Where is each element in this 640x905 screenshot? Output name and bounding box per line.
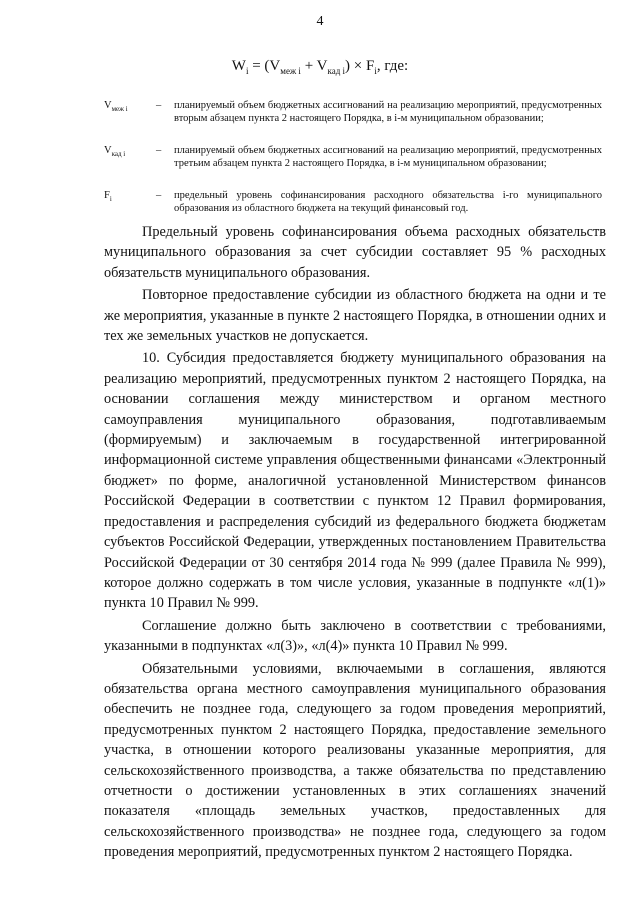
paragraph: Обязательными условиями, включаемыми в соглашения, являются обязательства органа местного самоуправления муниципального образования обеспечить не позднее года, следующего за годом проведения мероприятий, предусмотренных пунктом 2 настоящего Порядка, предоставление земельного участка, в отношении которого реализованы указанные мероприятия, для сельскохозяйственного производства, а также обязательства по представлению отчетности о достижении установленных в этих соглашениях значений показателя «площадь земельных участков, предоставленных для сельскохозяйственного производства» не позднее года, следующего за годом проведения мероприятий, предусмотренных пунктом 2 настоящего Порядка.: [104, 660, 606, 861]
definition-symbol-letter: V: [104, 145, 112, 156]
definition-dash: –: [156, 100, 162, 111]
paragraph: Повторное предоставление субсидии из областного бюджета на одни и те же мероприятия, указанные в пункте 2 настоящего Порядка, в отношении одних и тех же земельных участков не допускается.: [104, 287, 606, 345]
definition-text: предельный уровень софинансирования расходного обязательства i-го муниципального образования из областного бюджета на текущий финансовый год.: [174, 190, 602, 214]
definition-symbol: [104, 190, 152, 206]
paragraph: Предельный уровень софинансирования объема расходных обязательств муниципального образования за счет субсидии составляет 95 % расходных обязательств муниципального образования.: [104, 224, 606, 281]
paragraph: 10. Субсидия предоставляется бюджету муниципального образования на реализацию мероприятий, предусмотренных пунктом 2 настоящего Порядка, на основании соглашения между министерством и органом местного самоуправления муниципального образования, подготавливаемым (формируемым) и заключаемым в государственной интегрированной информационной системе управления общественными финансами «Электронный бюджет» по форме, аналогичной установленной Министерством финансов Российской Федерации в соответствии с пунктом 12 Правил формирования, предоставления и распределения субсидий из федерального бюджета бюджетам субъектов Российской Федерации, утвержденных постановлением Правительства Российской Федерации от 30 сентября 2014 года № 999 (далее Правила № 999), которое должно содержать в том числе условия, указанные в подпункте «л(1)» пункта 10 Правил № 999.: [104, 350, 606, 612]
definition-dash: –: [156, 190, 162, 201]
definition-dash: –: [156, 145, 162, 156]
definition-text: планируемый объем бюджетных ассигнований на реализацию мероприятий, предусмотренных вторым абзацем пункта 2 настоящего Порядка, в i-м муниципальном образовании;: [174, 100, 602, 124]
formula-lhs: W: [231, 58, 246, 74]
definition-symbol-letter: F: [104, 190, 110, 201]
formula-f-sub: i: [374, 66, 377, 76]
definition-symbol-sub: меж i: [111, 105, 128, 114]
definition-symbol: [104, 145, 152, 161]
definition-symbol-sub: кад i: [111, 150, 126, 159]
formula-eq-open: = (V: [248, 58, 281, 74]
definition-symbol-sub: i: [109, 195, 112, 204]
formula: [0, 58, 640, 76]
formula-lhs-sub: i: [245, 66, 249, 76]
page-number: 4: [316, 14, 324, 29]
formula-suffix: , где:: [376, 58, 409, 74]
document-body: [104, 222, 606, 863]
formula-term2-sub: кад i: [327, 66, 346, 76]
formula-plus: + V: [300, 58, 328, 74]
definition-text: планируемый объем бюджетных ассигнований на реализацию мероприятий, предусмотренных третьим абзацем пункта 2 настоящего Порядка, в i-м муниципальном образовании;: [174, 145, 602, 169]
definition-symbol-letter: V: [104, 100, 112, 111]
formula-close: ) × F: [345, 58, 375, 74]
paragraph: Соглашение должно быть заключено в соответствии с требованиями, указанными в подпунктах «л(3)», «л(4)» пункта 10 Правил № 999.: [104, 617, 606, 655]
formula-term1-sub: меж i: [280, 66, 301, 76]
definition-symbol: [104, 100, 152, 116]
